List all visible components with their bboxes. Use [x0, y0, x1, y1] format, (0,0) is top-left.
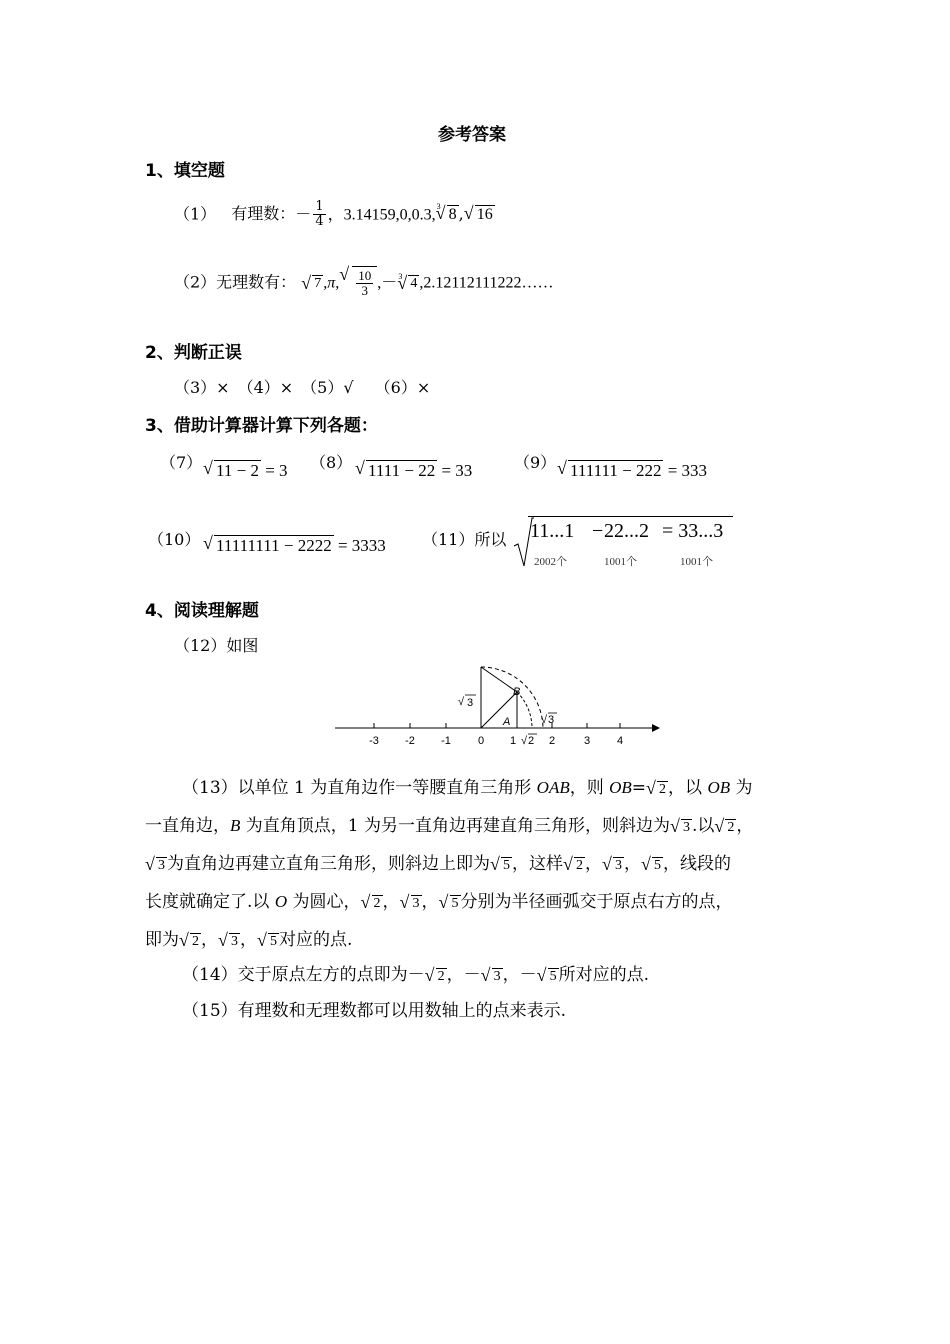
answer-13: [145, 770, 815, 960]
sqrt-3: [219, 924, 240, 960]
point-name: B: [230, 816, 241, 835]
label-sqrt3-axis: 3: [548, 714, 555, 726]
text: 对应的点.: [279, 930, 353, 950]
radicand: 5: [270, 934, 277, 949]
answer-1-label: （1）: [174, 204, 217, 224]
fraction-numerator: √ 10: [358, 268, 372, 283]
sqrt-16: [465, 205, 495, 224]
answer-13-line-5: [145, 922, 815, 960]
count-res: 1001个: [680, 556, 713, 568]
answer-1-prefix: 有理数：: [231, 204, 296, 224]
root-index: √ 3: [436, 202, 441, 212]
cbrt-4: [398, 272, 419, 292]
text: ，则: [569, 778, 610, 798]
comma: ，: [736, 816, 754, 836]
calc-11: [512, 516, 732, 570]
radicand: 2: [437, 969, 445, 984]
sqrt-expr: √ 11111111 − 2222: [204, 535, 334, 556]
radicand: 2: [192, 934, 199, 949]
sqrt-symbol: √: [458, 696, 465, 708]
radicand: 3: [412, 896, 420, 911]
answer-13-line-1: [145, 770, 815, 808]
tick-group: [369, 723, 623, 747]
radicand: 3: [683, 820, 691, 835]
tick-label: 3: [583, 735, 591, 747]
calc-7-label: （7）: [160, 453, 203, 472]
term-b: 22: [418, 461, 436, 480]
text: 为: [730, 778, 753, 798]
answer-1: [174, 200, 495, 230]
sqrt-7: [302, 275, 323, 292]
answer-2: [174, 266, 554, 301]
comma: ，: [624, 854, 641, 874]
number-line-figure: [330, 660, 670, 750]
root-index: √ 3: [398, 272, 403, 282]
sqrt-5: [642, 848, 663, 884]
comma: ，: [585, 854, 602, 874]
sqrt-expr: √ 11 − 2: [204, 460, 261, 481]
answer-1-minus: －: [295, 204, 312, 224]
text: 一直角边，: [145, 816, 230, 836]
sqrt-2: [715, 810, 736, 846]
answer-2-tail: ,2.12112111222……: [419, 274, 554, 292]
segment-name: OB: [707, 778, 731, 797]
radicand: 16: [476, 206, 493, 224]
sqrt-3: [146, 848, 167, 884]
radicand: 5: [503, 858, 510, 873]
text: 为圆心，: [287, 892, 361, 912]
term-b: 22...2: [604, 520, 649, 542]
label-B: B: [513, 686, 521, 698]
answer-15: （15）有理数和无理数都可以用数轴上的点来表示.: [182, 1001, 567, 1021]
text: 分别为半径画弧交于原点右方的点，: [460, 892, 733, 912]
sqrt-2: [180, 924, 201, 960]
answer-13-line-3: [145, 846, 815, 884]
label-sqrt3-vertical: 3: [467, 697, 474, 709]
result: = 3333: [337, 536, 386, 555]
term-a: 1111: [368, 461, 401, 480]
text: （13）以单位 1 为直角边作一等腰直角三角形: [182, 778, 537, 798]
page-title: 参考答案: [438, 125, 506, 145]
segment-name: OB: [609, 778, 632, 797]
calc-10: [203, 535, 386, 556]
neg-sign: ,－: [377, 274, 398, 292]
comma: ，: [240, 930, 257, 950]
section-2-heading: 2、判断正误: [145, 343, 242, 363]
radicand: 2: [373, 896, 381, 911]
answer-2-label: （2）无理数有：: [174, 272, 297, 292]
radicand: 5: [451, 896, 459, 911]
radicand: 2: [576, 858, 583, 873]
pi: ,π,: [323, 274, 340, 292]
count-a: 2002个: [534, 556, 567, 568]
sqrt-3: [482, 959, 503, 995]
calc-8: [355, 460, 472, 481]
tick-label: -2: [405, 735, 415, 747]
term-b: 2: [250, 461, 259, 480]
section-4-heading: 4、阅读理解题: [145, 601, 259, 621]
sqrt-5: [491, 848, 512, 884]
separator: ，－: [502, 965, 537, 985]
triangle-name: OAB: [536, 778, 570, 797]
radicand: 4: [410, 276, 418, 292]
sqrt-5: [258, 924, 279, 960]
sqrt-2: [647, 772, 668, 808]
radicand: 7: [314, 276, 322, 292]
tick-label: 0: [477, 735, 485, 747]
radicand: 2: [659, 782, 667, 797]
sqrt-3: [671, 810, 692, 846]
term-a: 11111111: [216, 536, 280, 555]
sqrt-symbol: √: [521, 735, 528, 747]
text: ，这样: [512, 854, 563, 874]
comma: ，: [382, 892, 400, 912]
text: 为直角顶点，1 为另一直角边再建直角三角形，则斜边为: [240, 816, 671, 836]
calc-10-label: （10）: [148, 530, 201, 549]
comma: ，: [421, 892, 439, 912]
radicand: 3: [231, 934, 238, 949]
section-1-heading: 1、填空题: [145, 161, 225, 181]
text: 即为: [145, 930, 179, 950]
count-b: 1001个: [604, 556, 637, 568]
calc-9-label: （9）: [514, 453, 557, 472]
fraction-denominator: 3: [361, 283, 369, 299]
fraction-numerator: 1: [315, 199, 324, 214]
tick-label: 1: [509, 735, 517, 747]
sqrt-ten-thirds: [340, 266, 377, 301]
calc-9: [557, 460, 707, 481]
sqrt-expr: √ 111111 − 222: [558, 460, 663, 481]
text: .以: [692, 816, 715, 836]
calc-8-label: （8）: [310, 453, 353, 472]
cbrt-8: [436, 202, 459, 224]
sqrt-5: [440, 886, 461, 922]
sqrt-expr: √ 1111 − 22: [356, 460, 437, 481]
sqrt-5: [538, 959, 559, 995]
result: = 3: [265, 461, 288, 480]
comma: ，: [201, 930, 218, 950]
sqrt-2: [362, 886, 383, 922]
answer-12-label: （12）如图: [174, 636, 259, 655]
result: = 33...3: [662, 520, 724, 542]
sqrt-3: [603, 848, 624, 884]
text: 长度就确定了.以: [145, 892, 275, 912]
radicand: 8: [448, 206, 457, 224]
tick-label: 4: [616, 735, 624, 747]
segment-top: [481, 667, 517, 692]
result: = 333: [667, 461, 708, 480]
text: （14）交于原点左方的点即为－: [182, 965, 425, 985]
tick-label: 2: [548, 735, 556, 747]
section-3-heading: 3、借助计算器计算下列各题：: [145, 416, 378, 436]
answer-13-line-2: [145, 808, 815, 846]
text: 为直角边再建立直角三角形，则斜边上即为: [167, 854, 490, 874]
label-sqrt2-axis: 2: [528, 735, 535, 747]
sqrt-3: [401, 886, 422, 922]
judge-answers: （3）× （4）× （5）√ （6）×: [174, 378, 431, 397]
term-a: 11: [216, 461, 233, 480]
point-name: O: [274, 892, 288, 911]
segment-OB: [481, 692, 517, 728]
calc-7: [203, 460, 288, 481]
radicand: 2: [727, 820, 735, 835]
fraction-denominator: 4: [315, 214, 324, 230]
sqrt-2: [564, 848, 585, 884]
fraction-one-quarter: [313, 200, 325, 230]
radicand: 3: [493, 969, 501, 984]
calc-11-label: （11）所以: [422, 530, 507, 549]
separator: ，－: [446, 965, 481, 985]
text: 所对应的点.: [558, 965, 650, 985]
answer-14: [182, 957, 649, 995]
radicand: 5: [654, 858, 661, 873]
label-A: A: [503, 716, 511, 728]
text: ，线段的: [663, 854, 731, 874]
tick-label: -3: [369, 735, 379, 747]
tick-label: -1: [441, 735, 451, 747]
axis-arrow: [652, 724, 660, 732]
radicand: 3: [158, 858, 165, 873]
sqrt-2: [426, 959, 447, 995]
term-b: 2222: [297, 536, 332, 555]
term-a: 111111: [570, 461, 618, 480]
term-b: 222: [635, 461, 662, 480]
text: ，以: [668, 778, 708, 798]
result: = 33: [441, 461, 473, 480]
answer-13-line-4: [145, 884, 815, 922]
radicand: 5: [549, 969, 557, 984]
minus-sign: −: [592, 520, 604, 542]
radicand: 3: [615, 858, 622, 873]
term-a: 11...1: [530, 520, 575, 542]
equals: =: [631, 778, 647, 798]
answer-1-list: ，3.14159,0,0.3,: [327, 206, 436, 224]
sqrt-symbol: √: [541, 714, 548, 726]
comma: ,: [458, 204, 464, 224]
